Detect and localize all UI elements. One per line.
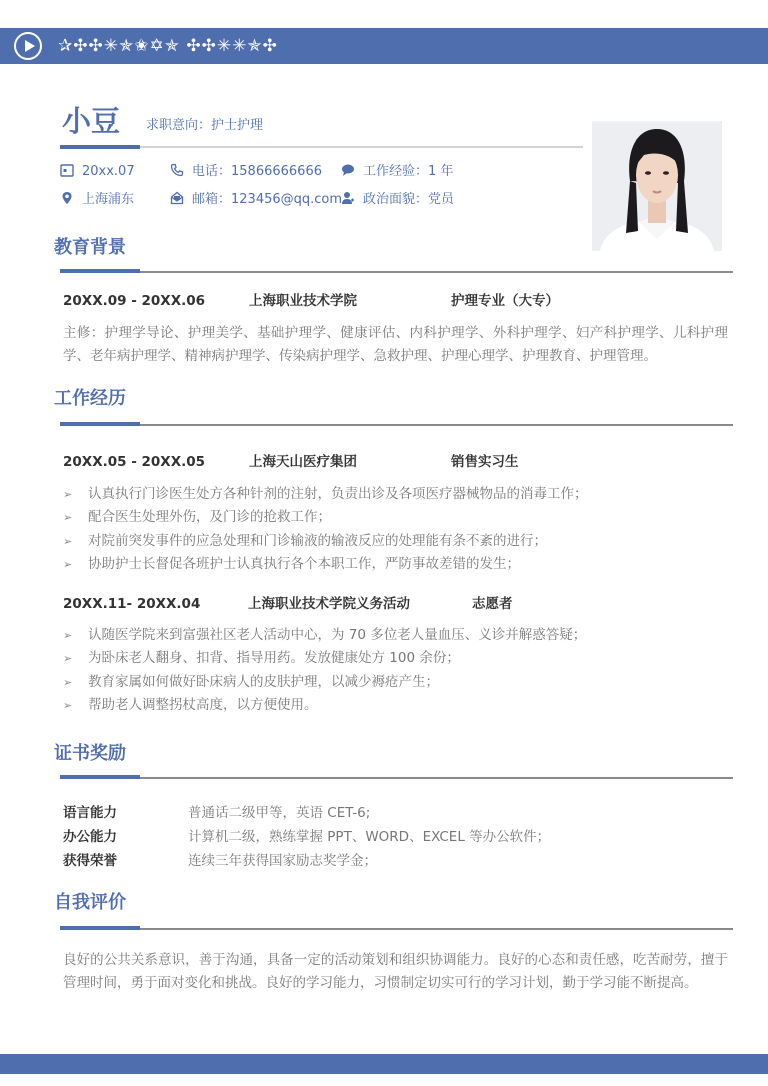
chat-icon <box>341 163 355 177</box>
certificate-label: 语言能力 <box>63 805 117 821</box>
job-date: 20XX.05 - 20XX.05 <box>63 454 206 470</box>
list-item: ➢ 教育家属如何做好卧床病人的皮肤护理，以减少褥疮产生； <box>63 671 728 694</box>
info-phone <box>170 163 322 181</box>
section-divider-education <box>60 271 733 273</box>
info-email <box>170 191 342 209</box>
certificate-row <box>63 824 728 848</box>
name-underline <box>60 145 140 149</box>
bottom-banner <box>0 1054 768 1074</box>
phone-icon <box>170 163 184 177</box>
section-divider-work <box>60 424 733 426</box>
arrow-icon: ➢ <box>63 652 73 666</box>
arrow-icon: ➢ <box>63 557 73 571</box>
candidate-name: 小豆 <box>62 104 121 138</box>
list-item: ➢ 协助护士长督促各班护士认真执行各个本职工作，严防事故差错的发生； <box>63 553 728 576</box>
job-date: 20XX.11- 20XX.04 <box>63 596 201 612</box>
job-role: 销售实习生 <box>451 454 519 470</box>
education-courses: 主修：护理学导论、护理美学、基础护理学、健康评估、内科护理学、外科护理学、妇产科护理学、儿科护理学、老年病护理学、精神病护理学、传染病护理学、急救护理、护理心理学、护理教育、护理管理。 <box>63 325 728 364</box>
work-experience: 工作经验：1 年 <box>363 164 454 179</box>
info-location <box>60 191 134 209</box>
certificate-value: 连续三年获得国家励志奖学金； <box>188 853 377 869</box>
job-objective: 求职意向：护士护理 <box>146 118 264 133</box>
job-org: 上海职业技术学院义务活动 <box>248 596 410 612</box>
info-politics <box>341 191 454 209</box>
arrow-icon: ➢ <box>63 629 73 642</box>
mail-icon <box>170 191 184 205</box>
job-duties-list <box>63 483 728 576</box>
section-title-self-evaluation: 自我评价 <box>54 892 126 913</box>
birth-date: 20xx.07 <box>82 164 135 179</box>
education-school: 上海职业技术学院 <box>249 293 357 309</box>
education-date: 20XX.09 - 20XX.06 <box>63 293 206 309</box>
education-major: 护理专业（大专） <box>451 293 559 309</box>
decorative-stars: ✰✣✣✳✯✬✡✯ ✣✣✳✳✯✣ <box>58 36 278 56</box>
certificate-value: 普通话二级甲等，英语 CET-6; <box>188 805 371 821</box>
phone-number: 电话：15866666666 <box>192 164 322 179</box>
email-address: 邮箱：123456@qq.com <box>192 192 343 207</box>
job-role: 志愿者 <box>472 596 513 612</box>
section-divider-self-evaluation <box>60 928 733 930</box>
certificate-row <box>63 800 728 824</box>
location-icon <box>60 191 74 205</box>
certificate-row <box>63 848 728 872</box>
arrow-icon: ➢ <box>63 511 73 525</box>
list-item: ➢ 帮助老人调整拐杖高度，以方便使用。 <box>63 694 728 717</box>
certificate-label: 获得荣誉 <box>63 853 117 869</box>
certificate-value: 计算机二级，熟练掌握 PPT、WORD、EXCEL 等办公软件； <box>188 829 551 845</box>
arrow-icon: ➢ <box>63 675 73 689</box>
self-evaluation-text: 良好的公共关系意识，善于沟通，具备一定的活动策划和组织协调能力。良好的心态和责任感，吃苦耐劳，擅于管理时间，勇于面对变化和挑战。良好的学习能力，习惯制定切实可行的学习计划，勤于学习能不断提高。 <box>63 952 728 991</box>
calendar-icon <box>60 163 74 177</box>
job-duties-list <box>63 624 728 717</box>
list-item: ➢ 配合医生处理外伤，及门诊的抢救工作； <box>63 506 728 529</box>
list-item: ➢ 为卧床老人翻身、扣背、指导用药。发放健康处方 100 余份； <box>63 647 728 670</box>
certificates-list <box>63 800 728 872</box>
arrow-icon: ➢ <box>63 488 73 501</box>
location: 上海浦东 <box>82 192 135 207</box>
section-title-work: 工作经历 <box>54 388 126 409</box>
info-birth <box>60 163 135 181</box>
section-divider-certificates <box>60 777 733 779</box>
info-experience <box>341 163 453 181</box>
arrow-icon: ➢ <box>63 534 73 548</box>
list-item: ➢ 认随医学院来到富强社区老人活动中心，为 70 多位老人量血压、义诊并解惑答疑； <box>63 624 728 647</box>
arrow-icon: ➢ <box>63 698 73 712</box>
list-item: ➢ 对院前突发事件的应急处理和门诊输液的输液反应的处理能有条不紊的进行； <box>63 530 728 553</box>
section-title-certificates: 证书奖励 <box>54 743 126 764</box>
user-icon <box>341 191 355 205</box>
section-title-education: 教育背景 <box>54 237 126 258</box>
top-banner <box>0 28 768 64</box>
profile-photo <box>592 121 722 251</box>
job-org: 上海天山医疗集团 <box>249 454 357 470</box>
list-item: ➢ 认真执行门诊医生处方各种针剂的注射，负责出诊及各项医疗器械物品的消毒工作； <box>63 483 728 506</box>
certificate-label: 办公能力 <box>63 829 117 845</box>
play-icon <box>14 32 42 60</box>
political-status: 政治面貌：党员 <box>363 192 455 207</box>
